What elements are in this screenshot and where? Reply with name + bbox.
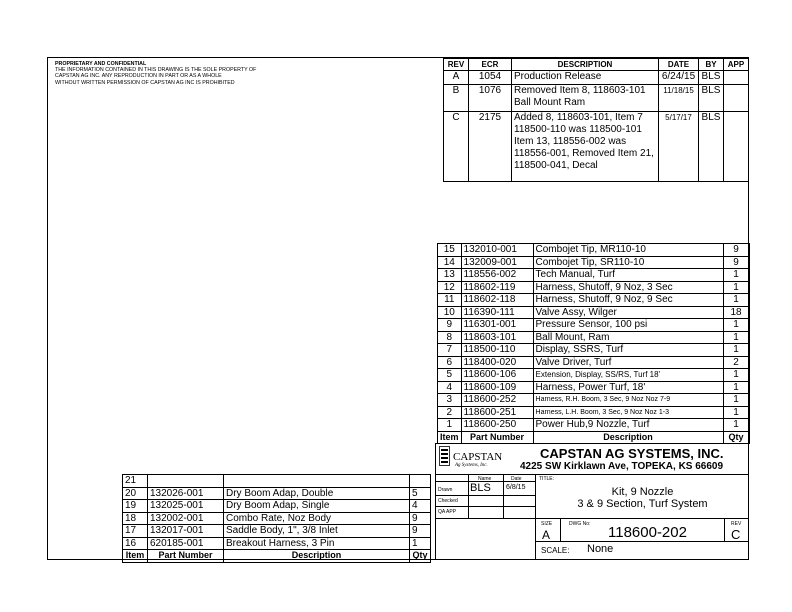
qty-cell xyxy=(410,475,431,488)
description-cell: Dry Boom Adap, Double xyxy=(224,487,410,500)
size-row-hline xyxy=(535,541,749,542)
rev-label: REV xyxy=(731,521,742,527)
part-number-cell: 118603-101 xyxy=(461,331,533,344)
part-number-cell: 118602-119 xyxy=(461,281,533,294)
app-cell xyxy=(724,112,749,182)
parts-row xyxy=(438,294,750,307)
parts-row xyxy=(438,319,750,332)
part-number-cell: 118556-002 xyxy=(461,269,533,282)
revision-header-row xyxy=(444,59,749,71)
qty-cell: 9 xyxy=(410,525,431,538)
desc-cell: Added 8, 118603-101, Item 7 118500-110 was 118500-101 Item 13, 118556-002 was 118556-001, Removed Item 21, 118500-041, Decal xyxy=(512,112,659,182)
item-cell: 18 xyxy=(123,512,148,525)
drawn-name: BLS xyxy=(470,482,491,494)
description-cell: Breakout Harness, 3 Pin xyxy=(224,537,410,550)
drawn-grid-hline xyxy=(435,518,535,519)
description-header: Description xyxy=(224,550,410,563)
qty-cell: 1 xyxy=(723,406,749,419)
drawing-title-line2: 3 & 9 Section, Turf System xyxy=(577,498,708,510)
rev-cell: B xyxy=(444,85,469,112)
size-label: SIZE xyxy=(541,521,553,527)
drawing-title-line1: Kit, 9 Nozzle xyxy=(611,486,674,498)
description-header: Description xyxy=(533,431,723,444)
parts-row xyxy=(123,475,431,488)
description-cell: Pressure Sensor, 100 psi xyxy=(533,319,723,332)
desc-cell: Removed Item 8, 118603-101 Ball Mount Ram xyxy=(512,85,659,112)
description-cell: Valve Driver, Turf xyxy=(533,356,723,369)
name-label: Name xyxy=(478,476,492,482)
parts-row xyxy=(123,500,431,513)
description-cell: Tech Manual, Turf xyxy=(533,269,723,282)
ecr-cell: 1076 xyxy=(469,85,512,112)
description-header: DESCRIPTION xyxy=(512,59,659,71)
app-cell xyxy=(724,85,749,112)
parts-row xyxy=(438,269,750,282)
parts-row xyxy=(123,525,431,538)
capstan-logo-icon xyxy=(439,446,450,466)
parts-row xyxy=(438,256,750,269)
description-cell: Ball Mount, Ram xyxy=(533,331,723,344)
item-cell: 12 xyxy=(438,281,462,294)
dwg-no-label: DWG No: xyxy=(569,521,591,527)
size-row-hline xyxy=(535,518,749,519)
item-cell: 16 xyxy=(123,537,148,550)
description-cell: Harness, Shutoff, 9 Noz, 9 Sec xyxy=(533,294,723,307)
part-number-header: Part Number xyxy=(148,550,224,563)
qty-header: Qty xyxy=(723,431,749,444)
part-number-header: Part Number xyxy=(461,431,533,444)
part-number-cell xyxy=(148,475,224,488)
drawn-grid-hline xyxy=(435,506,535,507)
proprietary-notice xyxy=(55,61,256,86)
revision-table xyxy=(443,58,749,182)
ecr-cell: 2175 xyxy=(469,112,512,182)
qty-cell: 5 xyxy=(410,487,431,500)
part-number-cell: 116390-111 xyxy=(461,306,533,319)
item-header: Item xyxy=(123,550,148,563)
company-address: 4225 SW Kirklawn Ave, TOPEKA, KS 66609 xyxy=(520,461,724,472)
part-number-cell: 118400-020 xyxy=(461,356,533,369)
qty-cell: 1 xyxy=(723,369,749,382)
rev-value: C xyxy=(731,527,741,542)
date-cell: 11/18/15 xyxy=(659,85,699,112)
item-cell: 3 xyxy=(438,394,462,407)
part-number-cell: 118602-118 xyxy=(461,294,533,307)
description-cell: Valve Assy, Wilger xyxy=(533,306,723,319)
item-cell: 9 xyxy=(438,319,462,332)
parts-header-row xyxy=(123,550,431,563)
qty-cell: 9 xyxy=(723,244,749,257)
rev-cell: A xyxy=(444,71,469,85)
part-number-cell: 118600-252 xyxy=(461,394,533,407)
parts-row xyxy=(438,394,750,407)
part-number-cell: 132002-001 xyxy=(148,512,224,525)
qty-cell: 2 xyxy=(723,356,749,369)
parts-row xyxy=(123,537,431,550)
by-cell: BLS xyxy=(699,71,724,85)
parts-row xyxy=(123,512,431,525)
logo-text: CAPSTAN xyxy=(453,451,503,463)
date-header: DATE xyxy=(659,59,699,71)
parts-row xyxy=(438,331,750,344)
qty-cell: 1 xyxy=(723,269,749,282)
desc-cell: Production Release xyxy=(512,71,659,85)
checked-label: Checked xyxy=(438,498,458,504)
title-label: TITLE: xyxy=(539,476,555,482)
date-cell: 6/24/15 xyxy=(659,71,699,85)
qty-cell: 1 xyxy=(723,381,749,394)
qty-cell: 1 xyxy=(723,344,749,357)
item-cell: 7 xyxy=(438,344,462,357)
app-cell xyxy=(724,71,749,85)
parts-list-right xyxy=(437,243,750,444)
parts-row xyxy=(438,306,750,319)
part-number-cell: 118600-109 xyxy=(461,381,533,394)
revision-row xyxy=(444,112,749,182)
description-cell: Combo Rate, Noz Body xyxy=(224,512,410,525)
item-cell: 8 xyxy=(438,331,462,344)
date-label: Date xyxy=(511,476,522,482)
item-cell: 17 xyxy=(123,525,148,538)
size-value: A xyxy=(542,528,551,542)
dwg-number: 118600-202 xyxy=(608,524,687,541)
ecr-header: ECR xyxy=(469,59,512,71)
item-cell: 20 xyxy=(123,487,148,500)
parts-row xyxy=(438,381,750,394)
part-number-cell: 132025-001 xyxy=(148,500,224,513)
qty-cell: 18 xyxy=(723,306,749,319)
part-number-cell: 118600-106 xyxy=(461,369,533,382)
proprietary-heading: PROPRIETARY AND CONFIDENTIAL xyxy=(55,61,147,67)
proprietary-line: THE INFORMATION CONTAINED IN THIS DRAWING IS THE SOLE PROPERTY OF xyxy=(55,67,257,74)
description-cell: Harness, R.H. Boom, 3 Sec, 9 Noz Noz 7-9 xyxy=(533,394,723,407)
parts-header-row xyxy=(438,431,750,444)
part-number-cell: 132010-001 xyxy=(461,244,533,257)
item-cell: 10 xyxy=(438,306,462,319)
description-cell: Combojet Tip, SR110-10 xyxy=(533,256,723,269)
item-cell: 15 xyxy=(438,244,462,257)
parts-row xyxy=(438,406,750,419)
item-cell: 11 xyxy=(438,294,462,307)
part-number-cell: 132026-001 xyxy=(148,487,224,500)
part-number-cell: 116301-001 xyxy=(461,319,533,332)
item-cell: 21 xyxy=(123,475,148,488)
parts-row xyxy=(438,244,750,257)
size-row-vline xyxy=(560,518,561,541)
parts-row xyxy=(438,344,750,357)
qty-cell: 9 xyxy=(410,512,431,525)
date-cell: 5/17/17 xyxy=(659,112,699,182)
part-number-cell: 118500-110 xyxy=(461,344,533,357)
revision-row xyxy=(444,71,749,85)
description-cell: Display, SSRS, Turf xyxy=(533,344,723,357)
qty-header: Qty xyxy=(410,550,431,563)
by-cell: BLS xyxy=(699,85,724,112)
parts-row xyxy=(438,281,750,294)
qa-app-label: QA APP xyxy=(438,509,457,515)
part-number-cell: 132017-001 xyxy=(148,525,224,538)
parts-row xyxy=(123,487,431,500)
drawn-date: 6/8/15 xyxy=(506,484,526,491)
part-number-cell: 132009-001 xyxy=(461,256,533,269)
description-cell: Combojet Tip, MR110-10 xyxy=(533,244,723,257)
part-number-cell: 118600-250 xyxy=(461,419,533,432)
description-cell: Harness, Shutoff, 9 Noz, 3 Sec xyxy=(533,281,723,294)
ecr-cell: 1054 xyxy=(469,71,512,85)
qty-cell: 1 xyxy=(723,281,749,294)
proprietary-line: CAPSTAN AG INC. ANY REPRODUCTION IN PART OR AS A WHOLE xyxy=(55,73,222,80)
title-block-divider xyxy=(435,474,749,475)
qty-cell: 4 xyxy=(410,500,431,513)
description-cell: Saddle Body, 1", 3/8 Inlet xyxy=(224,525,410,538)
description-cell: Harness, L.H. Boom, 3 Sec, 9 Noz Noz 1-3 xyxy=(533,406,723,419)
by-cell: BLS xyxy=(699,112,724,182)
by-header: BY xyxy=(699,59,724,71)
item-cell: 6 xyxy=(438,356,462,369)
company-name: CAPSTAN AG SYSTEMS, INC. xyxy=(540,446,724,461)
description-cell: Dry Boom Adap, Single xyxy=(224,500,410,513)
qty-cell: 1 xyxy=(410,537,431,550)
app-header: APP xyxy=(724,59,749,71)
parts-row xyxy=(438,419,750,432)
description-cell: Harness, Power Turf, 18' xyxy=(533,381,723,394)
part-number-cell: 620185-001 xyxy=(148,537,224,550)
parts-row xyxy=(438,356,750,369)
item-cell: 13 xyxy=(438,269,462,282)
qty-cell: 1 xyxy=(723,419,749,432)
description-cell xyxy=(224,475,410,488)
part-number-cell: 118600-251 xyxy=(461,406,533,419)
description-cell: Extension, Display, SS/RS, Turf 18' xyxy=(533,369,723,382)
scale-label: SCALE: xyxy=(541,546,570,555)
description-cell: Power Hub,9 Nozzle, Turf xyxy=(533,419,723,432)
scale-value: None xyxy=(587,543,614,555)
size-row-vline xyxy=(724,518,725,541)
item-cell: 19 xyxy=(123,500,148,513)
qty-cell: 1 xyxy=(723,331,749,344)
qty-cell: 1 xyxy=(723,294,749,307)
rev-header: REV xyxy=(444,59,469,71)
qty-cell: 9 xyxy=(723,256,749,269)
qty-cell: 1 xyxy=(723,394,749,407)
item-cell: 5 xyxy=(438,369,462,382)
item-header: Item xyxy=(438,431,462,444)
logo-subtext: Ag Systems, Inc. xyxy=(455,463,488,468)
qty-cell: 1 xyxy=(723,319,749,332)
revision-row xyxy=(444,85,749,112)
item-cell: 1 xyxy=(438,419,462,432)
rev-cell: C xyxy=(444,112,469,182)
drawn-grid-hline xyxy=(435,495,535,496)
item-cell: 14 xyxy=(438,256,462,269)
proprietary-line: WITHOUT WRITTEN PERMISSION OF CAPSTAN AG INC IS PROHIBITED xyxy=(55,79,235,86)
item-cell: 2 xyxy=(438,406,462,419)
item-cell: 4 xyxy=(438,381,462,394)
parts-row xyxy=(438,369,750,382)
drawn-label: Drawn xyxy=(438,487,453,493)
parts-list-left xyxy=(122,474,431,563)
